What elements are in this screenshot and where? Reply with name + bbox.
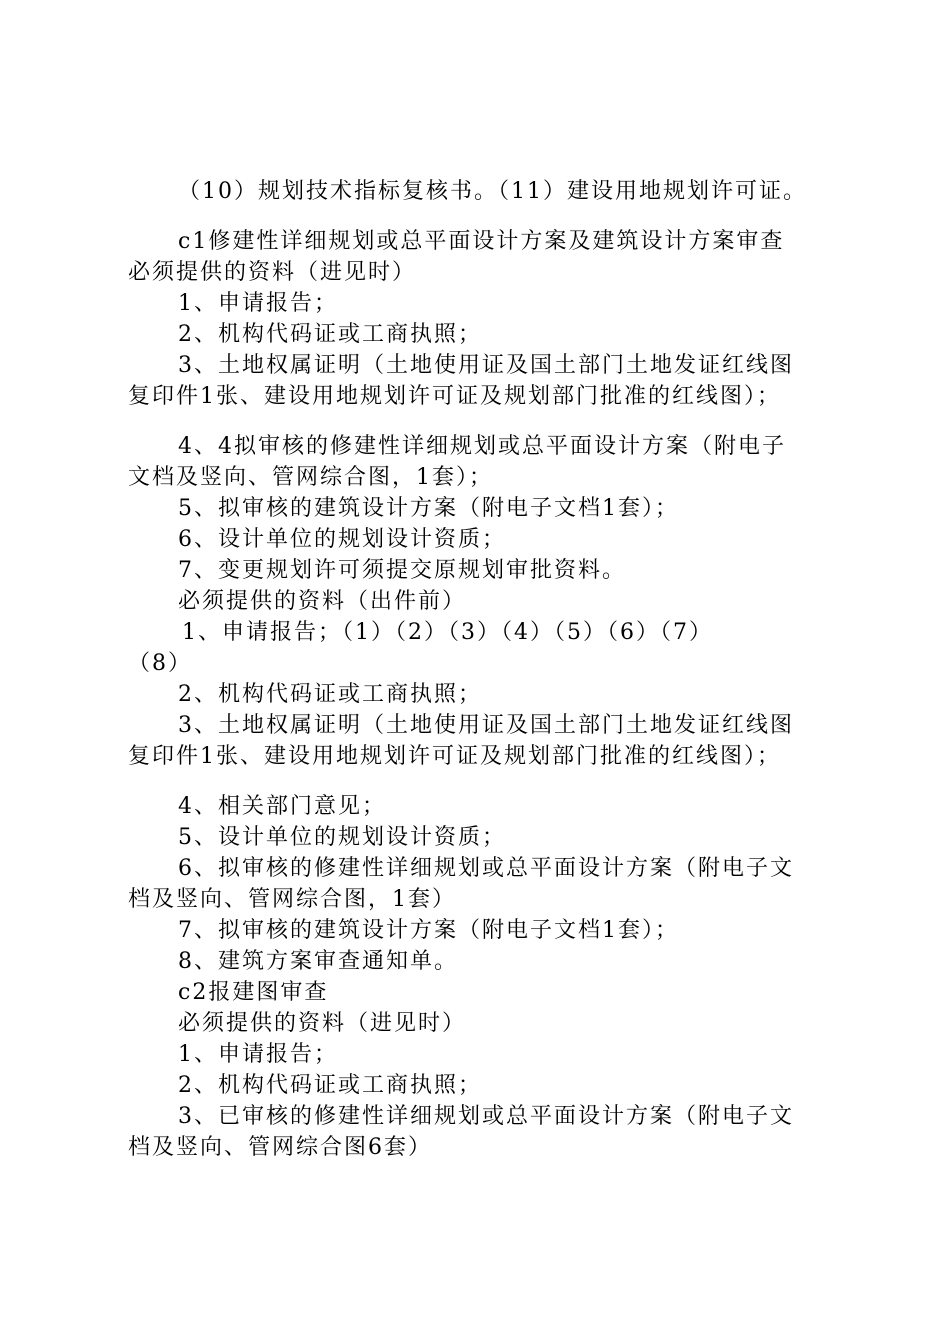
text-line: 6、拟审核的修建性详细规划或总平面设计方案（附电子文 <box>178 856 794 881</box>
text-line: （8） <box>128 651 192 676</box>
text-line: c2报建图审查 <box>178 980 329 1005</box>
text-line: 档及竖向、管网综合图，1套） <box>128 887 456 912</box>
text-line: 文档及竖向、管网综合图，1套）； <box>128 465 493 490</box>
text-line: 必须提供的资料（进见时） <box>178 1011 467 1036</box>
text-line: 7、变更规划许可须提交原规划审批资料。 <box>178 558 626 583</box>
text-line: 1、申请报告； <box>178 1042 338 1067</box>
text-line: 档及竖向、管网综合图6套） <box>128 1135 432 1160</box>
text-line: 2、机构代码证或工商执照； <box>178 682 482 707</box>
document-body <box>128 176 828 1163</box>
text-line: 5、设计单位的规划设计资质； <box>178 825 506 850</box>
text-line: 6、设计单位的规划设计资质； <box>178 527 506 552</box>
text-line: 3、土地权属证明（土地使用证及国土部门土地发证红线图 <box>178 713 794 738</box>
paragraph-gap <box>128 207 828 226</box>
paragraph-gap <box>128 412 828 431</box>
paragraph-gap <box>128 772 828 791</box>
text-line: 4、4拟审核的修建性详细规划或总平面设计方案（附电子 <box>178 434 786 459</box>
text-line: 复印件1张、建设用地规划许可证及规划部门批准的红线图）； <box>128 384 781 409</box>
text-line: 7、拟审核的建筑设计方案（附电子文档1套）； <box>178 918 679 943</box>
text-line: 5、拟审核的建筑设计方案（附电子文档1套）； <box>178 496 679 521</box>
text-line: c1修建性详细规划或总平面设计方案及建筑设计方案审查 <box>178 229 785 254</box>
text-line: 必须提供的资料（进见时） <box>128 260 417 285</box>
text-line: 8、建筑方案审查通知单。 <box>178 949 458 974</box>
text-line: 2、机构代码证或工商执照； <box>178 1073 482 1098</box>
text-line: （10）规划技术指标复核书。（11）建设用地规划许可证。 <box>178 179 807 204</box>
text-line: 必须提供的资料（出件前） <box>178 589 467 614</box>
text-line: 复印件1张、建设用地规划许可证及规划部门批准的红线图）； <box>128 744 781 769</box>
text-line: 1、申请报告；（1）（2）（3）（4）（5）（6）（7） <box>182 620 713 645</box>
text-line: 1、申请报告； <box>178 291 338 316</box>
text-line: 3、土地权属证明（土地使用证及国土部门土地发证红线图 <box>178 353 794 378</box>
text-line: 2、机构代码证或工商执照； <box>178 322 482 347</box>
text-line: 4、相关部门意见； <box>178 794 386 819</box>
text-line: 3、已审核的修建性详细规划或总平面设计方案（附电子文 <box>178 1104 794 1129</box>
